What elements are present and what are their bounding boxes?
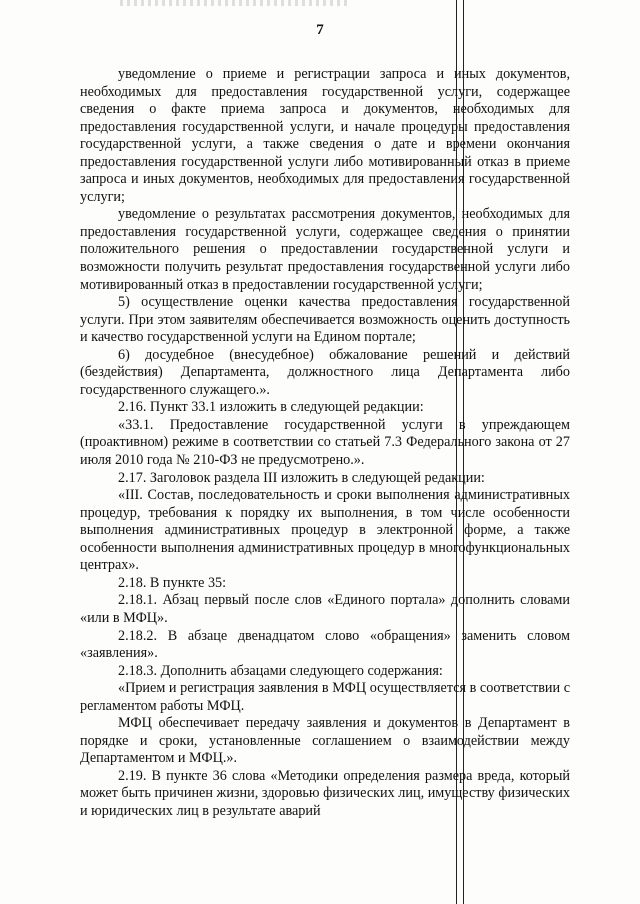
paragraph: уведомление о приеме и регистрации запроса и иных документов, необходимых для предоставления государственной услуги, содержащее сведения о факте приема запроса и документов, необходимых для предоставления государственной услуги, и начале процедуры предоставления государственной услуги, а также сведения о дате и времени окончания предоставления государственной услуги либо мотивированный отказ в приеме запроса и иных документов, необходимых для предоставления государственной услуги; [80, 66, 570, 205]
paragraph: 2.18.2. В абзаце двенадцатом слово «обращения» заменить словом «заявления». [80, 627, 570, 662]
paragraph: 2.18. В пункте 35: [118, 574, 227, 591]
document-body [80, 66, 570, 821]
paragraph: 2.18.3. Дополнить абзацами следующего содержания: [118, 662, 443, 679]
paragraph: 5) осуществление оценки качества предоставления государственной услуги. При этом заявителям обеспечивается возможность оценить доступность и качество государственной услуги на Едином портале; [80, 294, 570, 346]
paragraph: 2.16. Пункт 33.1 изложить в следующей редакции: [118, 399, 424, 416]
paragraph: «Прием и регистрация заявления в МФЦ осуществляется в соответствии с регламентом работы МФЦ. [80, 680, 570, 714]
paragraph: 2.18.1. Абзац первый после слов «Единого портала» дополнить словами «или в МФЦ». [80, 592, 570, 626]
paragraph: МФЦ обеспечивает передачу заявления и документов в Департамент в порядке и сроки, установленные соглашением о взаимодействии между Департаментом и МФЦ.». [80, 715, 570, 767]
paragraph: «III. Состав, последовательность и сроки выполнения административных процедур, требования к порядку их выполнения, в том числе особенности выполнения административных процедур в электронной форме, а также особенности выполнения административных процедур в многофункциональных центрах». [80, 487, 570, 574]
paragraph: 2.17. Заголовок раздела III изложить в следующей редакции: [118, 469, 485, 486]
paragraph: 2.19. В пункте 36 слова «Методики определения размера вреда, который может быть причинен жизни, здоровью физических лиц, имуществу физических и юридических лиц в результате аварий [80, 767, 570, 819]
paragraph: 6) досудебное (внесудебное) обжалование решений и действий (бездействия) Департамента, должностного лица Департамента либо государственного служащего.». [80, 346, 570, 398]
paragraph: «33.1. Предоставление государственной услуги в упреждающем (проактивном) режиме в соответствии со статьей 7.3 Федерального закона от 27 июля 2010 года № 210-ФЗ не предусмотрено.». [80, 416, 570, 469]
paragraph: уведомление о результатах рассмотрения документов, необходимых для предоставления государственной услуги, содержащее сведения о принятии положительного решения о предоставлении государственной услуги и возможности получить результат предоставления государственной услуги либо мотивированный отказ в предоставлении государственной услуги; [80, 206, 570, 293]
scan-artifact [120, 0, 350, 6]
page-number: 7 [316, 22, 324, 38]
